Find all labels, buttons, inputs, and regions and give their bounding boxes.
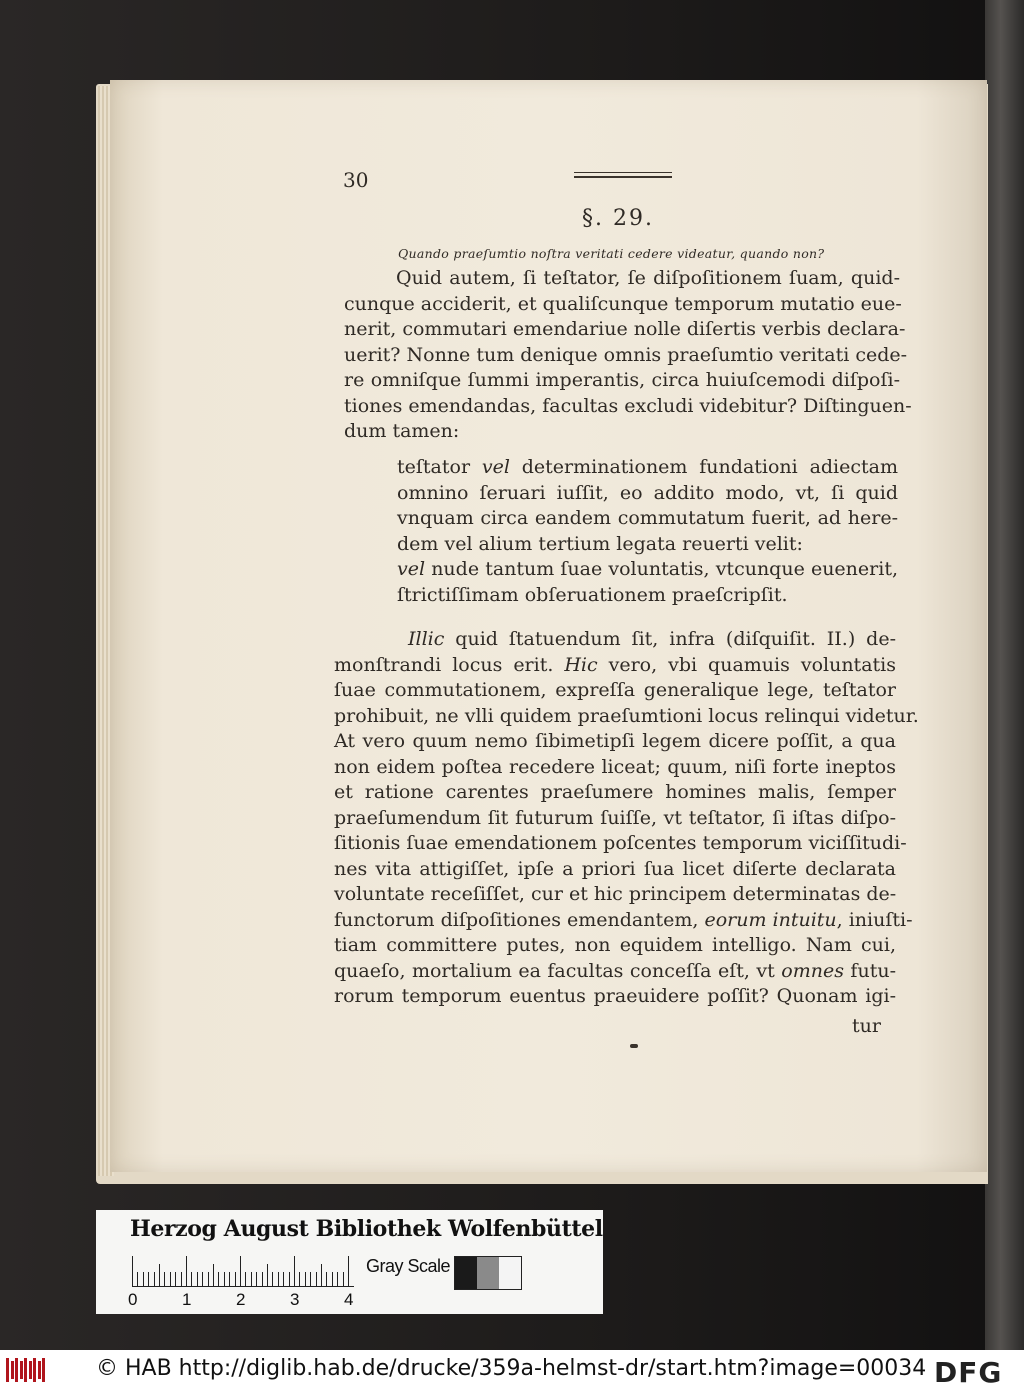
- ruler-tick: [240, 1256, 241, 1286]
- ruler-baseline: [132, 1286, 354, 1287]
- ruler-tick: [251, 1272, 252, 1286]
- text-line: nes vita attigiſſet, ipſe a priori ſua licet diſerte declarata: [334, 857, 896, 880]
- text-line: tiam committere putes, non equidem intelligo. Nam cui,: [334, 934, 896, 956]
- ruler-tick: [229, 1272, 230, 1286]
- text-line: quaeſo, mortalium ea facultas conceſſa eſt, vt omnes futu-: [334, 959, 896, 982]
- text-line: rorum temporum euentus praeuidere poſſit? Quonam igi-: [334, 985, 896, 1007]
- ornament-dot: [630, 1044, 638, 1048]
- text-line: nerit, commutari emendariue nolle diſertis verbis declara-: [344, 318, 906, 340]
- ruler-tick: [283, 1272, 284, 1286]
- ruler-tick: [197, 1272, 198, 1286]
- text-line: re omniſque ſummi imperantis, circa huiuſcemodi diſpoſi-: [344, 369, 900, 391]
- header-rule: [574, 176, 672, 178]
- ruler-tick: [262, 1272, 263, 1286]
- text-line: praeſumendum ſit futurum ſuiſſe, vt teſtator, ſi iſtas diſpo-: [334, 806, 896, 829]
- logo-bar: [15, 1358, 18, 1382]
- ruler-tick: [343, 1272, 344, 1286]
- ruler-digit: 3: [290, 1290, 300, 1309]
- footer-bar: [0, 1350, 1024, 1390]
- text-line: cunque acciderit, et qualiſcunque temporum mutatio eue-: [344, 292, 902, 315]
- ruler-tick: [148, 1272, 149, 1286]
- ruler-tick: [316, 1272, 317, 1286]
- ruler-tick: [326, 1272, 327, 1286]
- text-line: teſtator vel determinationem fundationi adiectam: [397, 456, 899, 478]
- ruler-digit: 4: [344, 1290, 354, 1309]
- text-line: omnino ſeruari iuſſit, eo addito modo, vt, ſi quid: [397, 481, 898, 504]
- logo-bar: [29, 1361, 32, 1379]
- ruler-digit: 1: [182, 1290, 192, 1309]
- logo-bar: [6, 1358, 9, 1382]
- text-line: ſitionis ſuae emendationem poſcentes temporum viciſſitudi-: [334, 832, 907, 854]
- text-line: ſuae commutationem, expreſſa generalique lege, teſtator: [334, 679, 896, 701]
- text-line: At vero quum nemo ſibimetipſi legem dicere poſſit, a qua: [334, 730, 896, 752]
- ruler-tick: [305, 1272, 306, 1286]
- text-line: et ratione carentes praeſumere homines malis, ſemper: [334, 781, 896, 803]
- section-number: §. 29.: [582, 206, 654, 231]
- grayscale-swatch: [477, 1257, 499, 1289]
- page-number: 30: [343, 168, 369, 192]
- grayscale-label: Gray Scale: [366, 1256, 451, 1276]
- ruler-tick: [137, 1272, 138, 1286]
- section-subtitle: Quando praeſumtio noſtra veritati cedere videatur, quando non?: [398, 246, 825, 261]
- text-line: monſtrandi locus erit. Hic vero, vbi quamuis voluntatis: [334, 653, 896, 676]
- ruler-tick: [332, 1272, 333, 1286]
- text-line: Illic quid ſtatuendum ſit, infra (diſquiſit. II.) de-: [408, 628, 896, 650]
- ruler: [132, 1256, 354, 1286]
- text-line: non eidem poſtea recedere liceat; quum, niſi forte ineptos: [334, 755, 896, 778]
- ruler-tick: [164, 1272, 165, 1286]
- ruler-tick: [321, 1264, 322, 1286]
- ruler-tick: [294, 1256, 295, 1286]
- ruler-tick: [289, 1272, 290, 1286]
- logo-bar: [24, 1358, 27, 1382]
- text-line: uerit? Nonne tum denique omnis praeſumtio veritati cede-: [344, 343, 908, 366]
- catchword: tur: [852, 1015, 881, 1037]
- ruler-tick: [181, 1272, 182, 1286]
- text-line: tiones emendandas, facultas excludi videbitur? Diſtinguen-: [344, 394, 912, 417]
- ruler-tick: [132, 1256, 133, 1286]
- grayscale-swatch: [499, 1257, 521, 1289]
- ruler-tick: [213, 1264, 214, 1286]
- ruler-tick: [218, 1272, 219, 1286]
- ruler-tick: [202, 1272, 203, 1286]
- hab-logo-icon: [6, 1358, 46, 1382]
- ruler-tick: [267, 1264, 268, 1286]
- footer-copyright-url[interactable]: © HAB http://diglib.hab.de/drucke/359a-helmst-dr/start.htm?image=00034: [96, 1356, 927, 1381]
- scale-card: [96, 1210, 603, 1314]
- ruler-tick: [143, 1272, 144, 1286]
- ruler-tick: [235, 1272, 236, 1286]
- logo-bar: [11, 1361, 14, 1379]
- logo-bar: [33, 1358, 36, 1382]
- dfg-logo: DFG: [934, 1356, 1003, 1389]
- text-line: voluntate receſiſſet, cur et hic principem determinatas de-: [334, 883, 897, 905]
- book-gutter: [985, 0, 1024, 1350]
- text-line: prohibuit, ne vlli quidem praeſumtioni locus relinqui videtur.: [334, 704, 919, 727]
- logo-bar: [20, 1361, 23, 1379]
- paragraph-2: [334, 627, 919, 1010]
- ruler-tick: [224, 1272, 225, 1286]
- logo-bar: [42, 1358, 45, 1382]
- ruler-digit: 0: [128, 1290, 138, 1309]
- text-line: vnquam circa eandem commutatum fuerit, ad here-: [397, 507, 898, 529]
- ruler-tick: [191, 1272, 192, 1286]
- scale-card-title: Herzog August Bibliothek Wolfenbüttel: [130, 1216, 603, 1242]
- text-line: Quid autem, ſi teſtator, ſe diſpoſitionem ſuam, quid-: [396, 267, 900, 289]
- paragraph-1: [344, 266, 912, 445]
- ruler-tick: [278, 1272, 279, 1286]
- ruler-tick: [186, 1256, 187, 1286]
- ruler-tick: [245, 1272, 246, 1286]
- ruler-tick: [175, 1272, 176, 1286]
- ruler-tick: [348, 1256, 349, 1286]
- ruler-tick: [337, 1272, 338, 1286]
- ruler-tick: [310, 1272, 311, 1286]
- ruler-digit: 2: [236, 1290, 246, 1309]
- ruler-tick: [256, 1272, 257, 1286]
- text-line: ſtrictiſſimam obſeruationem praeſcripſit.: [397, 583, 788, 606]
- grayscale-swatches: [454, 1256, 522, 1290]
- ruler-tick: [170, 1272, 171, 1286]
- ruler-tick: [299, 1272, 300, 1286]
- indented-block: [397, 455, 898, 608]
- header-rule: [574, 172, 672, 173]
- text-line: dum tamen:: [344, 420, 460, 442]
- ruler-tick: [208, 1272, 209, 1286]
- ruler-tick: [154, 1272, 155, 1286]
- ruler-tick: [159, 1264, 160, 1286]
- text-line: dem vel alium tertium legata reuerti velit:: [397, 532, 803, 555]
- text-line: vel nude tantum ſuae voluntatis, vtcunque euenerit,: [397, 558, 898, 580]
- text-line: functorum diſpoſitiones emendantem, eorum intuitu, iniuſti-: [334, 908, 913, 931]
- logo-bar: [38, 1361, 41, 1379]
- grayscale-swatch: [455, 1257, 477, 1289]
- ruler-tick: [272, 1272, 273, 1286]
